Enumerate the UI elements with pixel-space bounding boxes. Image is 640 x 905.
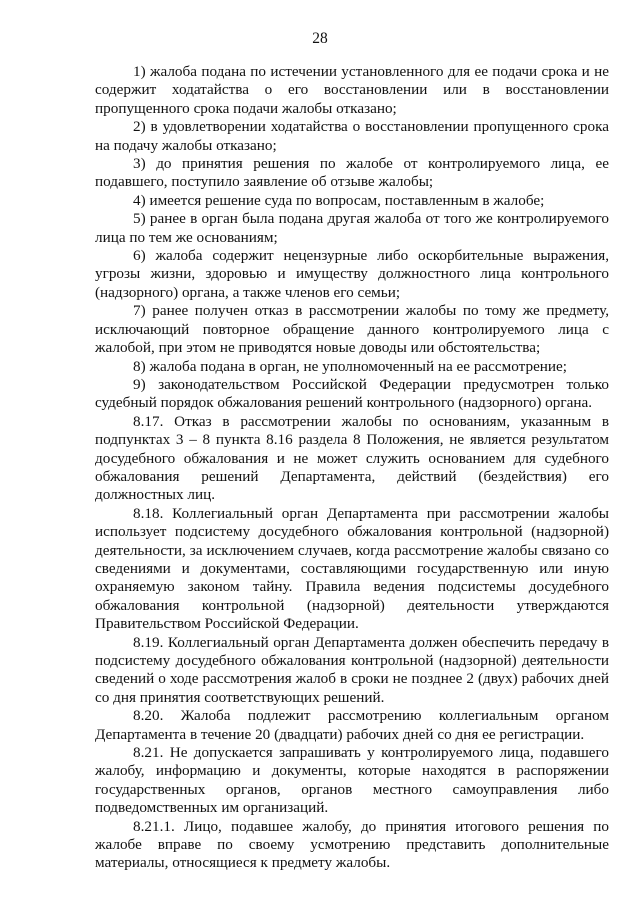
paragraph-item-2: 2) в удовлетворении ходатайства о восстановлении пропущенного срока на подачу жалобы отказано; [95, 118, 609, 154]
paragraph-item-1: 1) жалоба подана по истечении установленного для ее подачи срока и не содержит ходатайства о его восстановлении или в восстановлении пропущенного срока подачи жалобы отказано; [95, 63, 609, 117]
paragraph-item-6: 6) жалоба содержит нецензурные либо оскорбительные выражения, угрозы жизни, здоровью и имуществу должностного лица контрольного (надзорного) органа, а также членов его семьи; [95, 247, 609, 301]
paragraph-item-9: 9) законодательством Российской Федерации предусмотрен только судебный порядок обжалования решений контрольного (надзорного) органа. [95, 375, 609, 412]
paragraph-item-4: 4) имеется решение суда по вопросам, поставленным в жалобе; [133, 191, 545, 209]
paragraph-8-17: 8.17. Отказ в рассмотрении жалобы по основаниям, указанным в подпунктах 3 – 8 пункта 8.16 раздела 8 Положения, не является результатом досудебного обжалования и не может служить основанием для судебного обжалования решений Департамента, действий (бездействия) его должностных лиц. [95, 412, 609, 504]
paragraph-8-20: 8.20. Жалоба подлежит рассмотрению коллегиальным органом Департамента в течение 20 (двадцати) рабочих дней со дня ее регистрации. [95, 707, 609, 743]
page-number: 28 [312, 30, 328, 47]
paragraph-item-5: 5) ранее в орган была подана другая жалоба от того же контролируемого лица по тем же основаниям; [95, 210, 609, 246]
document-body [95, 63, 609, 873]
paragraph-item-7: 7) ранее получен отказ в рассмотрении жалобы по тому же предмету, исключающий повторное обращение данного контролируемого лица с жалобой, при этом не приводятся новые доводы или обстоятельства; [95, 302, 609, 357]
paragraph-8-21-1: 8.21.1. Лицо, подавшее жалобу, до принятия итогового решения по жалобе вправе по своему усмотрению представить дополнительные материалы, относящиеся к предмету жалобы. [95, 817, 609, 872]
paragraph-item-8: 8) жалоба подана в орган, не уполномоченный на ее рассмотрение; [133, 357, 568, 375]
paragraph-item-3: 3) до принятия решения по жалобе от контролируемого лица, ее подавшего, поступило заявление об отзыве жалобы; [95, 155, 609, 191]
paragraph-8-19: 8.19. Коллегиальный орган Департамента должен обеспечить передачу в подсистему досудебного обжалования контрольной (надзорной) деятельности сведений о ходе рассмотрения жалоб в сроки не позднее 2 (двух) рабочих дней со дня принятия соответствующих решений. [95, 633, 609, 706]
paragraph-8-21: 8.21. Не допускается запрашивать у контролируемого лица, подавшего жалобу, информацию и документы, которые находятся в распоряжении государственных органов, органов местного самоуправления либо подведомственных им организаций. [95, 744, 609, 817]
paragraph-8-18: 8.18. Коллегиальный орган Департамента при рассмотрении жалобы использует подсистему досудебного обжалования контрольной (надзорной) деятельности, за исключением случаев, когда рассмотрение жалобы связано со сведениями и документами, составляющими государственную или иную охраняемую законом тайну. Правила ведения подсистемы досудебного обжалования контрольной (надзорной) деятельности утверждаются Правительством Российской Федерации. [95, 504, 609, 633]
